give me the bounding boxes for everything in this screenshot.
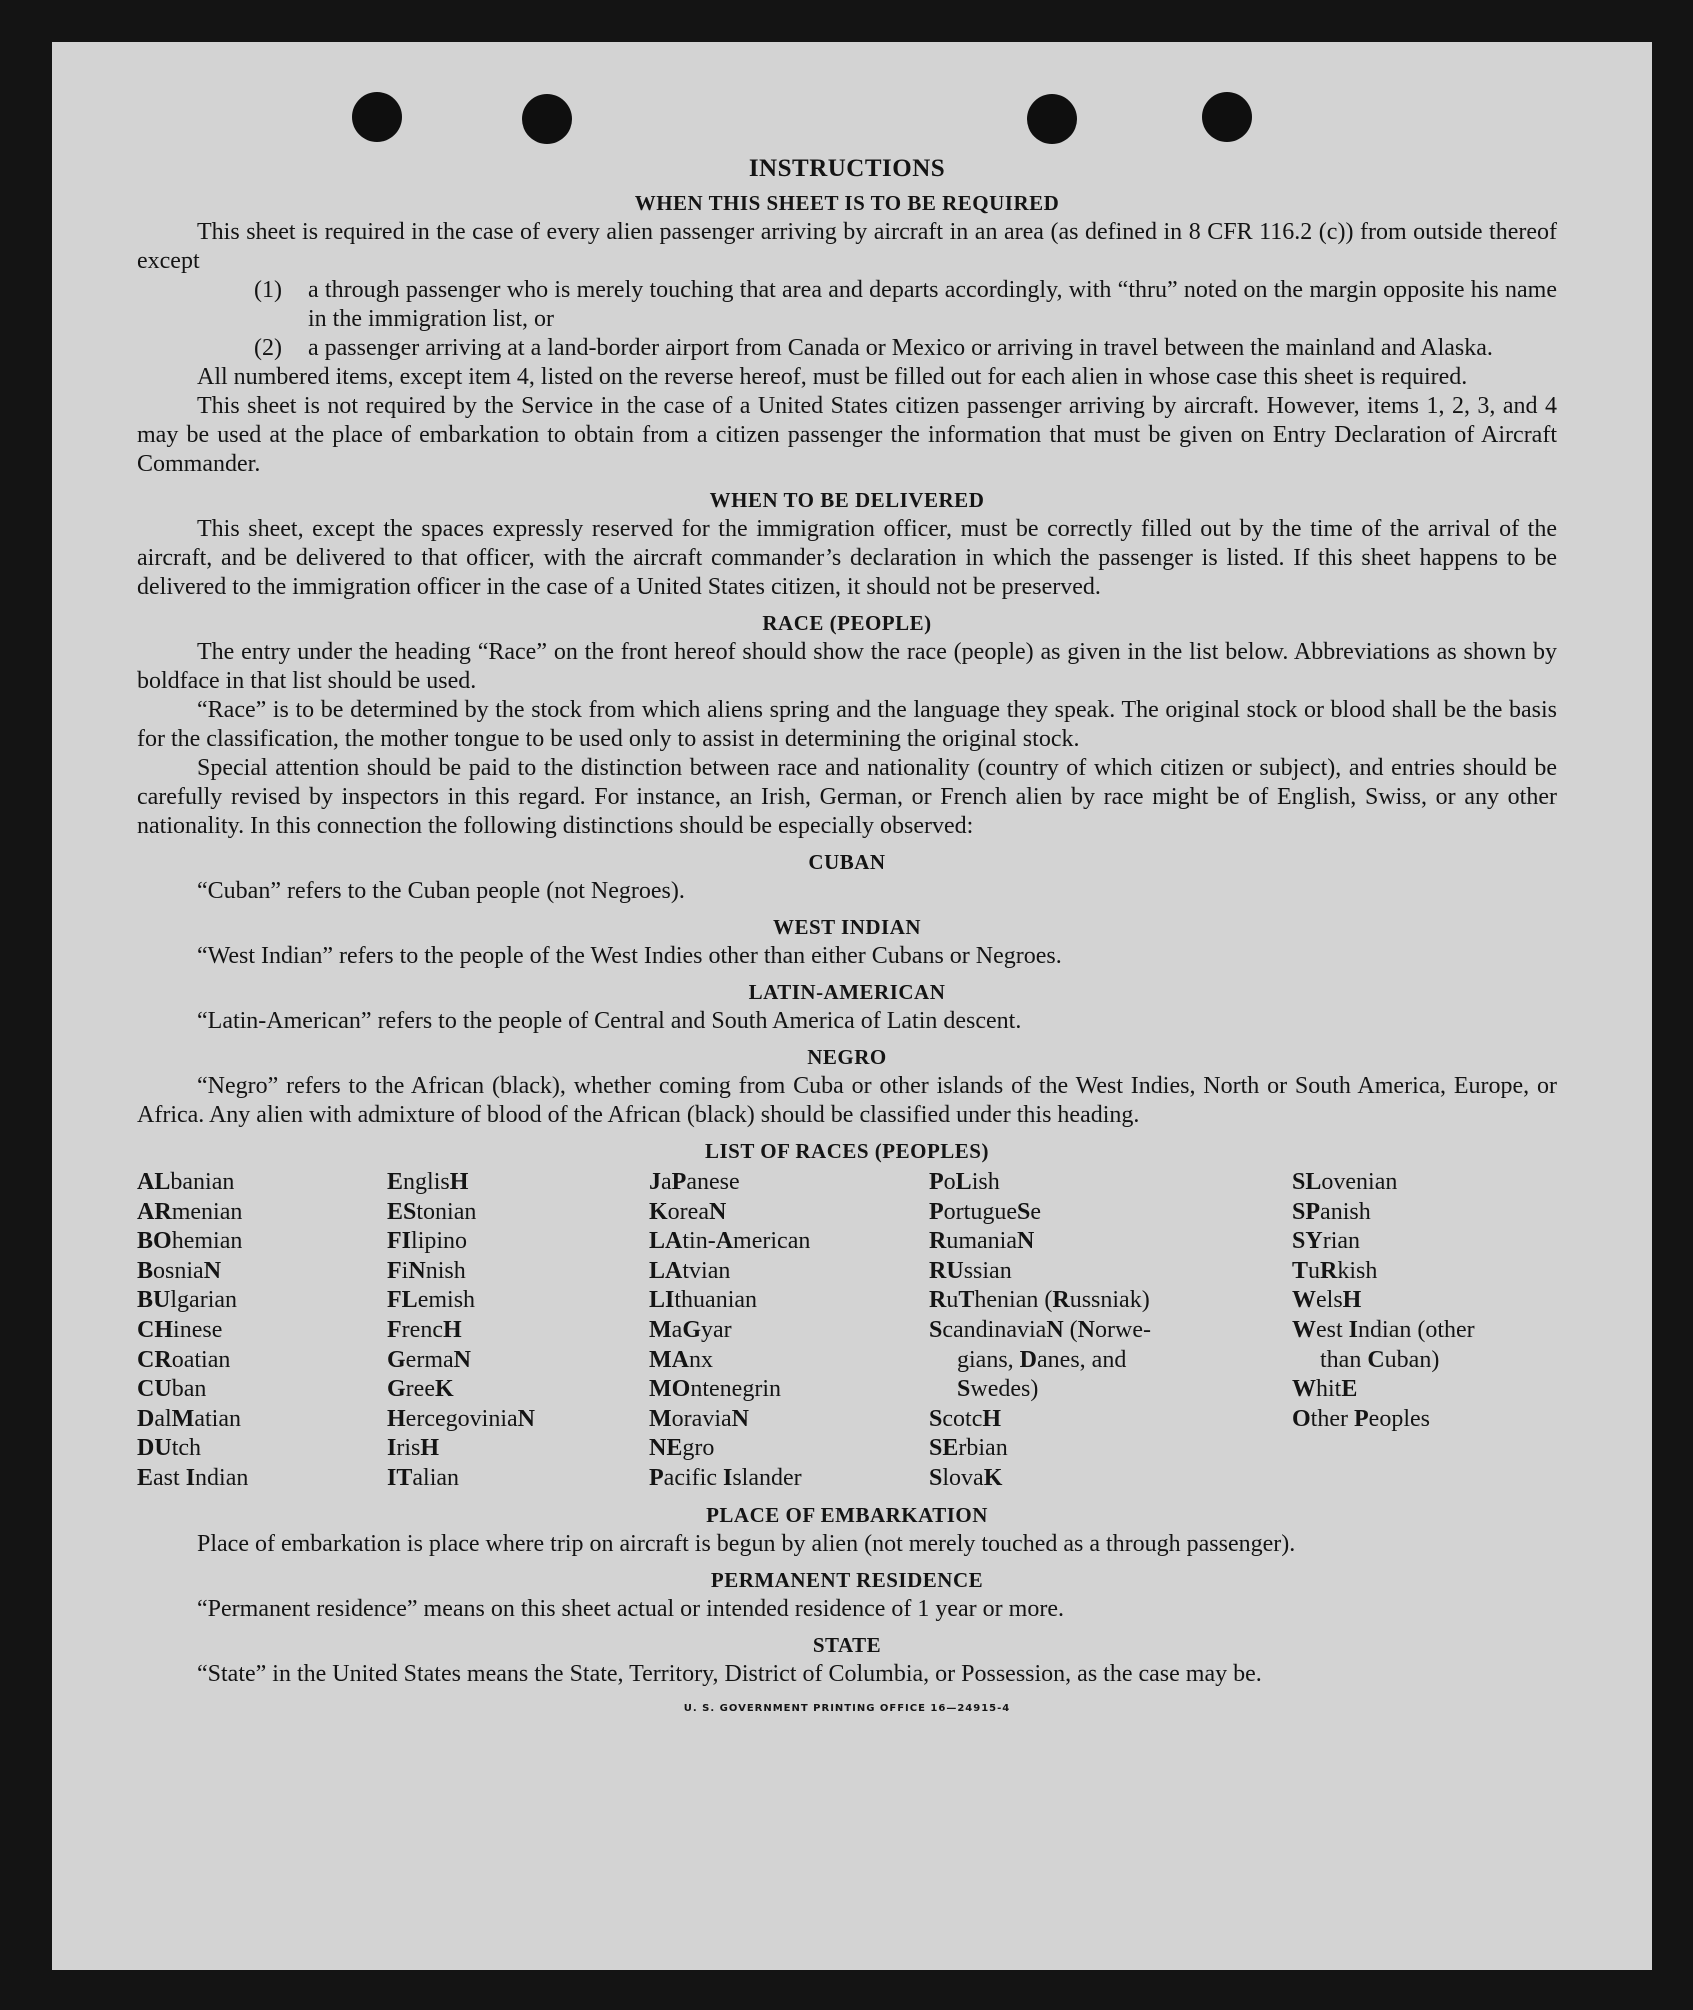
race-entry: LIthuanian — [649, 1287, 758, 1314]
race-entry: LAtin-American — [649, 1228, 811, 1255]
race-entry: KoreaN — [649, 1198, 727, 1225]
item-number: (2) — [254, 335, 282, 361]
race-entry: IrisH — [387, 1435, 440, 1462]
section-heading-embarkation: PLACE OF EMBARKATION — [706, 1502, 988, 1527]
race-entry: TuRkish — [1292, 1257, 1378, 1284]
paragraph: This sheet is not required by the Service in the case of a United States citizen passenger arriving by aircraft. However, items 1, 2, 3, and 4 may be used at the place of embarkation to obtain from a citizen passenger the information that must be given on Entry Declaration of Aircraft Commander. — [137, 393, 1557, 477]
race-entry: CHinese — [137, 1316, 223, 1343]
races-column — [1292, 1168, 1557, 1494]
section-heading-list-of-races: LIST OF RACES (PEOPLES) — [705, 1139, 989, 1163]
race-entry: GermaN — [387, 1346, 471, 1373]
race-entry: DUtch — [137, 1435, 202, 1462]
exception-item — [254, 334, 1557, 363]
document-page — [52, 42, 1652, 1970]
race-entry: RumaniaN — [929, 1228, 1035, 1255]
paragraph: This sheet, except the spaces expressly reserved for the immigration officer, must be correctly filled out by the time of the arrival of the aircraft, and be delivered to that officer, with the aircraft commander’s declaration in which the passenger is listed. If this sheet happens to be delivered to the immigration officer in the case of a United States citizen, it should not be preserved. — [137, 516, 1557, 600]
paragraph: All numbered items, except item 4, listed on the reverse hereof, must be filled out for each alien in whose case this sheet is required. — [197, 364, 1468, 390]
exception-item — [254, 276, 1557, 334]
race-entry: ITalian — [387, 1464, 460, 1491]
race-entry: RuThenian (Russniak) — [929, 1287, 1150, 1314]
race-entry: MaGyar — [649, 1316, 732, 1343]
item-text: a passenger arriving at a land-border airport from Canada or Mexico or arriving in travel between the mainland and Alaska. — [308, 335, 1493, 361]
paragraph: The entry under the heading “Race” on the front hereof should show the race (people) as given in the list below. Abbreviations as shown by boldface in that list should be used. — [137, 639, 1557, 694]
section-heading-latin-american: LATIN-AMERICAN — [748, 980, 946, 1004]
race-entry: WelsH — [1292, 1287, 1362, 1314]
race-entry: CRoatian — [137, 1346, 231, 1373]
race-entry: NEgro — [649, 1435, 715, 1462]
race-entry: HercegoviniaN — [387, 1405, 535, 1432]
paragraph: “Permanent residence” means on this sheet actual or intended residence of 1 year or more. — [197, 1595, 1064, 1622]
paragraph: “State” in the United States means the State, Territory, District of Columbia, or Possession, as the case may be. — [197, 1660, 1262, 1687]
paragraph: This sheet is required in the case of every alien passenger arriving by aircraft in an area (as defined in 8 CFR 116.2 (c)) from outside thereof except — [137, 219, 1557, 274]
paragraph: Place of embarkation is place where trip on aircraft is begun by alien (not merely touched as a through passenger). — [197, 1530, 1296, 1557]
race-entry: SlovaK — [929, 1464, 1003, 1491]
race-entry: FrencH — [387, 1316, 462, 1343]
race-entry: than Cuban) — [1320, 1346, 1440, 1373]
section-heading-residence: PERMANENT RESIDENCE — [710, 1567, 984, 1592]
race-entry: East Indian — [137, 1464, 249, 1491]
race-entry: GreeK — [387, 1376, 454, 1403]
race-entry: LAtvian — [649, 1257, 731, 1284]
race-entry: JaPanese — [649, 1169, 740, 1195]
race-entry: MoraviaN — [649, 1405, 749, 1432]
item-number: (1) — [254, 277, 282, 303]
paragraph: Special attention should be paid to the distinction between race and nationality (country of which citizen or subject), and entries should be carefully revised by inspectors in this regard. For instance, an Irish, German, or French alien by race might be of English, Swiss, or any other nationality. In this connection the following distinctions should be especially observed: — [137, 755, 1557, 839]
race-entry: PoLish — [929, 1169, 1000, 1195]
paragraph: “West Indian” refers to the people of the West Indies other than either Cubans or Negroes. — [197, 943, 1062, 969]
page-title: INSTRUCTIONS — [748, 155, 946, 182]
race-entry: Swedes) — [957, 1376, 1039, 1403]
section-heading-west-indian: WEST INDIAN — [772, 915, 922, 939]
race-entry: FiNnish — [387, 1257, 466, 1284]
race-entry: EnglisH — [387, 1169, 469, 1195]
race-entry: BosniaN — [137, 1257, 222, 1284]
printing-office-imprint: U. S. GOVERNMENT PRINTING OFFICE 16—24915-4 — [683, 1702, 1011, 1714]
race-entry: FIlipino — [387, 1228, 468, 1255]
race-entry: ScotcH — [929, 1405, 1002, 1432]
race-entry: BOhemian — [137, 1228, 243, 1255]
paragraph: “Cuban” refers to the Cuban people (not Negroes). — [197, 878, 685, 904]
race-entry: SPanish — [1292, 1198, 1371, 1225]
race-entry: SLovenian — [1292, 1169, 1398, 1195]
section-heading-when-required: WHEN THIS SHEET IS TO BE REQUIRED — [634, 191, 1060, 215]
section-heading-race: RACE (PEOPLE) — [762, 611, 932, 635]
races-column — [929, 1168, 1292, 1494]
race-entry: DalMatian — [137, 1405, 241, 1432]
paragraph: “Latin-American” refers to the people of Central and South America of Latin descent. — [197, 1008, 1022, 1034]
race-entry: Other Peoples — [1292, 1405, 1430, 1432]
item-text: a through passenger who is merely touching that area and departs accordingly, with “thru” noted on the margin opposite his name in the immigration list, or — [308, 277, 1557, 332]
race-entry: SYrian — [1292, 1228, 1361, 1255]
race-entry: ARmenian — [137, 1198, 243, 1225]
race-entry: WhitE — [1292, 1376, 1358, 1403]
race-entry: FLemish — [387, 1287, 476, 1314]
section-heading-when-delivered: WHEN TO BE DELIVERED — [709, 488, 985, 512]
race-entry: EStonian — [387, 1198, 477, 1225]
section-heading-state: STATE — [812, 1632, 882, 1657]
race-entry: ALbanian — [137, 1169, 235, 1195]
races-column — [137, 1168, 387, 1494]
race-entry: ScandinaviaN (Norwe- — [929, 1316, 1152, 1343]
race-entry: SErbian — [929, 1435, 1008, 1462]
race-entry: PortugueSe — [929, 1198, 1042, 1225]
races-column — [387, 1168, 649, 1494]
paragraph: “Negro” refers to the African (black), whether coming from Cuba or other islands of the West Indies, North or South America, Europe, or Africa. Any alien with admixture of blood of the African (black) should be classified under this heading. — [137, 1073, 1557, 1128]
race-entry: RUssian — [929, 1257, 1012, 1284]
instructions-body — [137, 114, 1557, 1714]
races-column — [649, 1168, 929, 1494]
race-entry: gians, Danes, and — [957, 1346, 1127, 1373]
race-entry: Pacific Islander — [649, 1464, 802, 1491]
race-entry: BUlgarian — [137, 1287, 238, 1314]
section-heading-negro: NEGRO — [807, 1045, 887, 1069]
races-list — [137, 1168, 1557, 1494]
race-entry: MOntenegrin — [649, 1376, 781, 1403]
race-entry: MAnx — [649, 1346, 713, 1373]
section-heading-cuban: CUBAN — [808, 850, 886, 874]
race-entry: CUban — [137, 1376, 207, 1403]
race-entry: West Indian (other — [1292, 1316, 1475, 1343]
paragraph: “Race” is to be determined by the stock from which aliens spring and the language they speak. The original stock or blood shall be the basis for the classification, the mother tongue to be used only to assist in determining the original stock. — [137, 697, 1557, 752]
